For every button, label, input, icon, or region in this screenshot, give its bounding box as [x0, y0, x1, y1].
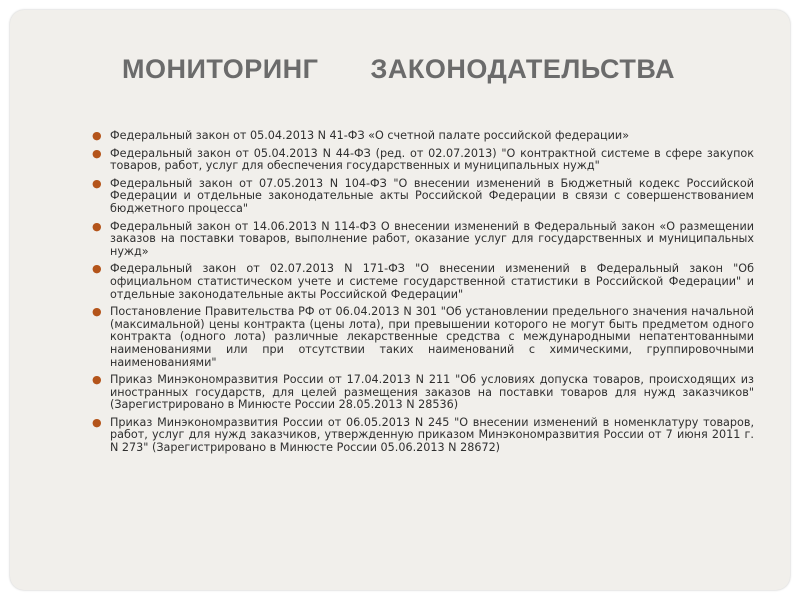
list-item-text: Федеральный закон от 14.06.2013 N 114-ФЗ О внесении изменений в Федеральный закон «О размещении заказов на поставки товаров, выполнение работ, оказание услуг для государственных и муниципальных нужд»: [110, 219, 754, 258]
slide-title: [122, 54, 762, 85]
list-item-text: Федеральный закон от 05.04.2013 N 44-ФЗ (ред. от 02.07.2013) "О контрактной системе в сфере закупок товаров, работ, услуг для обеспечения государственных и муниципальных нужд": [110, 146, 754, 173]
bullet-icon: ●: [92, 305, 102, 319]
bullet-icon: ●: [92, 262, 102, 276]
list-item: [92, 374, 754, 412]
title-word-1: МОНИТОРИНГ: [122, 54, 319, 84]
bullet-icon: ●: [92, 146, 102, 160]
bullet-icon: ●: [92, 373, 102, 387]
title-word-2: ЗАКОНОДАТЕЛЬСТВА: [370, 54, 676, 84]
legislation-list: [92, 130, 754, 460]
list-item: [92, 306, 754, 369]
list-item: [92, 130, 754, 143]
list-item: [92, 417, 754, 455]
list-item-text: Постановление Правительства РФ от 06.04.2013 N 301 "Об установлении предельного значения начальной (максимальной) цены контракта (цены лота), при превышении которого не могут быть предметом одного контракта (одного лота) различные лекарственные средства с международными непатентованными наименованиями или при отсутствии таких наименований с химическими, группировочными наименованиями": [110, 305, 754, 369]
list-item-text: Федеральный закон от 02.07.2013 N 171-ФЗ "О внесении изменений в Федеральный закон "Об официальном статистическом учете и системе государственной статистики в Российской Федерации" и отдельные законодательные акты Российской Федерации": [110, 262, 754, 301]
bullet-icon: ●: [92, 176, 102, 190]
bullet-icon: ●: [92, 129, 102, 142]
list-item: [92, 178, 754, 216]
list-item-text: Федеральный закон от 07.05.2013 N 104-ФЗ "О внесении изменений в Бюджетный кодекс Российской Федерации и отдельные законодательные акты Российской Федерации в связи с совершенствованием бюджетного процесса": [110, 176, 754, 215]
list-item: [92, 263, 754, 301]
list-item: [92, 148, 754, 173]
list-item-text: Федеральный закон от 05.04.2013 N 41-ФЗ «О счетной палате российской федерации»: [110, 129, 630, 142]
bullet-icon: ●: [92, 219, 102, 233]
list-item-text: Приказ Минэкономразвития России от 17.04.2013 N 211 "Об условиях допуска товаров, происходящих из иностранных государств, для целей размещения заказов на поставки товаров для нужд заказчиков" (Зарегистрировано в Минюсте России 28.05.2013 N 28536): [110, 373, 754, 412]
list-item-text: Приказ Минэкономразвития России от 06.05.2013 N 245 "О внесении изменений в номенклатуру товаров, работ, услуг для нужд заказчиков, утвержденную приказом Минэкономразвития России от 7 июня 2011 г. N 273" (Зарегистрировано в Минюсте России 05.06.2013 N 28672): [110, 415, 754, 455]
bullet-icon: ●: [92, 415, 102, 429]
list-item: [92, 221, 754, 259]
